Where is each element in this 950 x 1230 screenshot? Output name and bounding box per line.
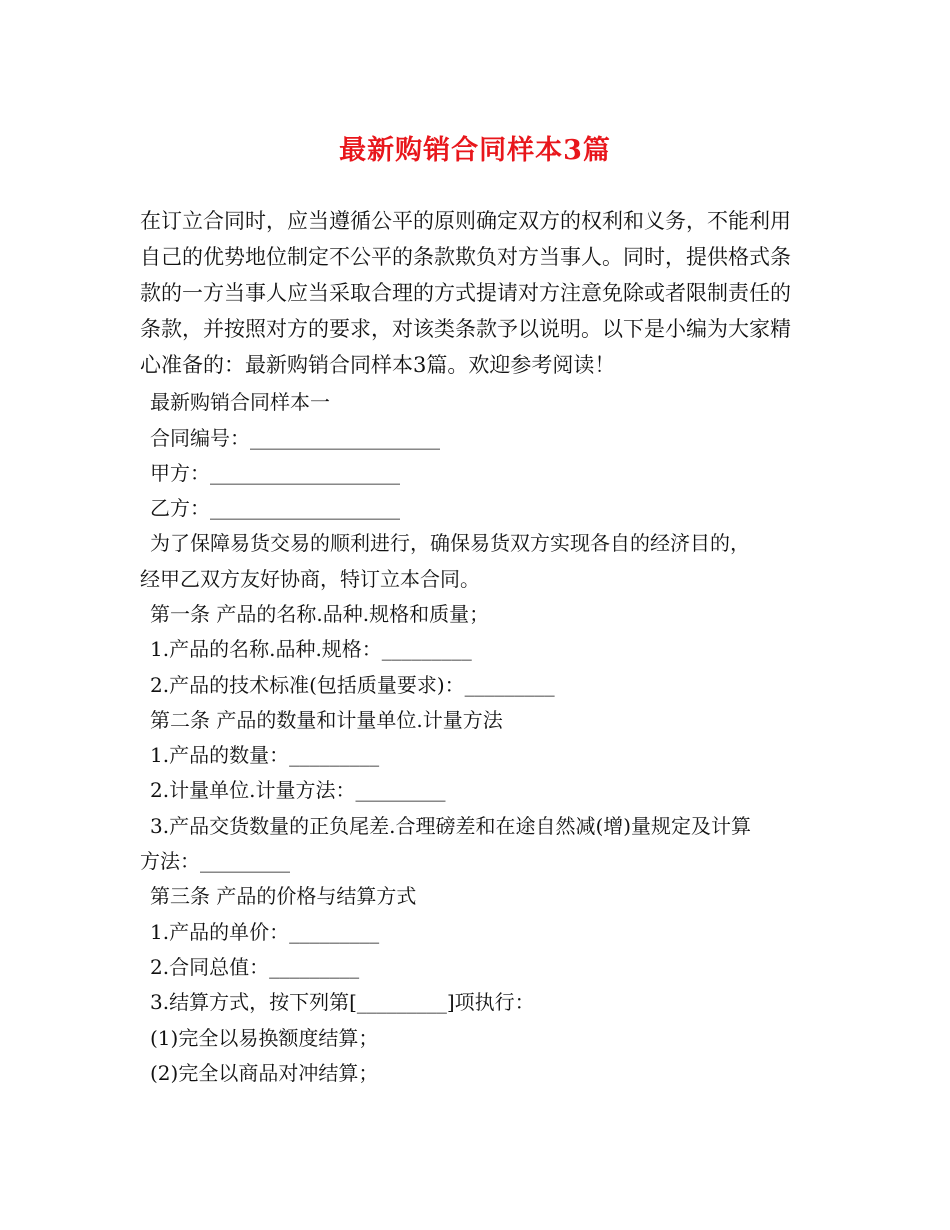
article-heading: 第一条 产品的名称.品种.规格和质量； bbox=[150, 602, 490, 626]
preamble-line: 经甲乙双方友好协商，特订立本合同。 bbox=[140, 567, 480, 591]
clause-line: (2)完全以商品对冲结算； bbox=[150, 1061, 379, 1085]
party-a-field: 甲方：___________________ bbox=[150, 461, 400, 485]
clause-line: 2.计量单位.计量方法：_________ bbox=[150, 778, 446, 802]
intro-paragraph bbox=[140, 203, 820, 383]
clause-line: 2.合同总值：_________ bbox=[150, 955, 360, 979]
contract-number-field: 合同编号：___________________ bbox=[150, 426, 440, 450]
clause-line: 1.产品的数量：_________ bbox=[150, 743, 380, 767]
intro-line: 款的一方当事人应当采取合理的方式提请对方注意免除或者限制责任的 bbox=[140, 281, 791, 305]
clause-line: (1)完全以易换额度结算； bbox=[150, 1026, 379, 1050]
clause-line: 1.产品的名称.品种.规格：_________ bbox=[150, 637, 472, 661]
article-heading: 第二条 产品的数量和计量单位.计量方法 bbox=[150, 708, 503, 732]
intro-line: 心准备的：最新购销合同样本3篇。欢迎参考阅读！ bbox=[140, 353, 616, 377]
intro-line: 条款，并按照对方的要求，对该类条款予以说明。以下是小编为大家精 bbox=[140, 317, 791, 341]
clause-line: 3.结算方式，按下列第[_________]项执行： bbox=[150, 990, 535, 1014]
party-b-field: 乙方：___________________ bbox=[150, 496, 400, 520]
clause-line: 1.产品的单价：_________ bbox=[150, 920, 380, 944]
clause-line: 方法：_________ bbox=[140, 849, 290, 873]
document-title: 最新购销合同样本3篇 bbox=[339, 135, 611, 166]
contract-heading: 最新购销合同样本一 bbox=[150, 390, 330, 414]
article-heading: 第三条 产品的价格与结算方式 bbox=[150, 884, 417, 908]
clause-line: 3.产品交货数量的正负尾差.合理磅差和在途自然减(增)量规定及计算 bbox=[150, 814, 752, 838]
clause-line: 2.产品的技术标准(包括质量要求)：_________ bbox=[150, 673, 555, 697]
intro-line: 在订立合同时，应当遵循公平的原则确定双方的权利和义务，不能利用 bbox=[140, 209, 791, 233]
intro-line: 自己的优势地位制定不公平的条款欺负对方当事人。同时，提供格式条 bbox=[140, 245, 791, 269]
preamble-line: 为了保障易货交易的顺利进行，确保易货双方实现各自的经济目的， bbox=[150, 531, 750, 555]
